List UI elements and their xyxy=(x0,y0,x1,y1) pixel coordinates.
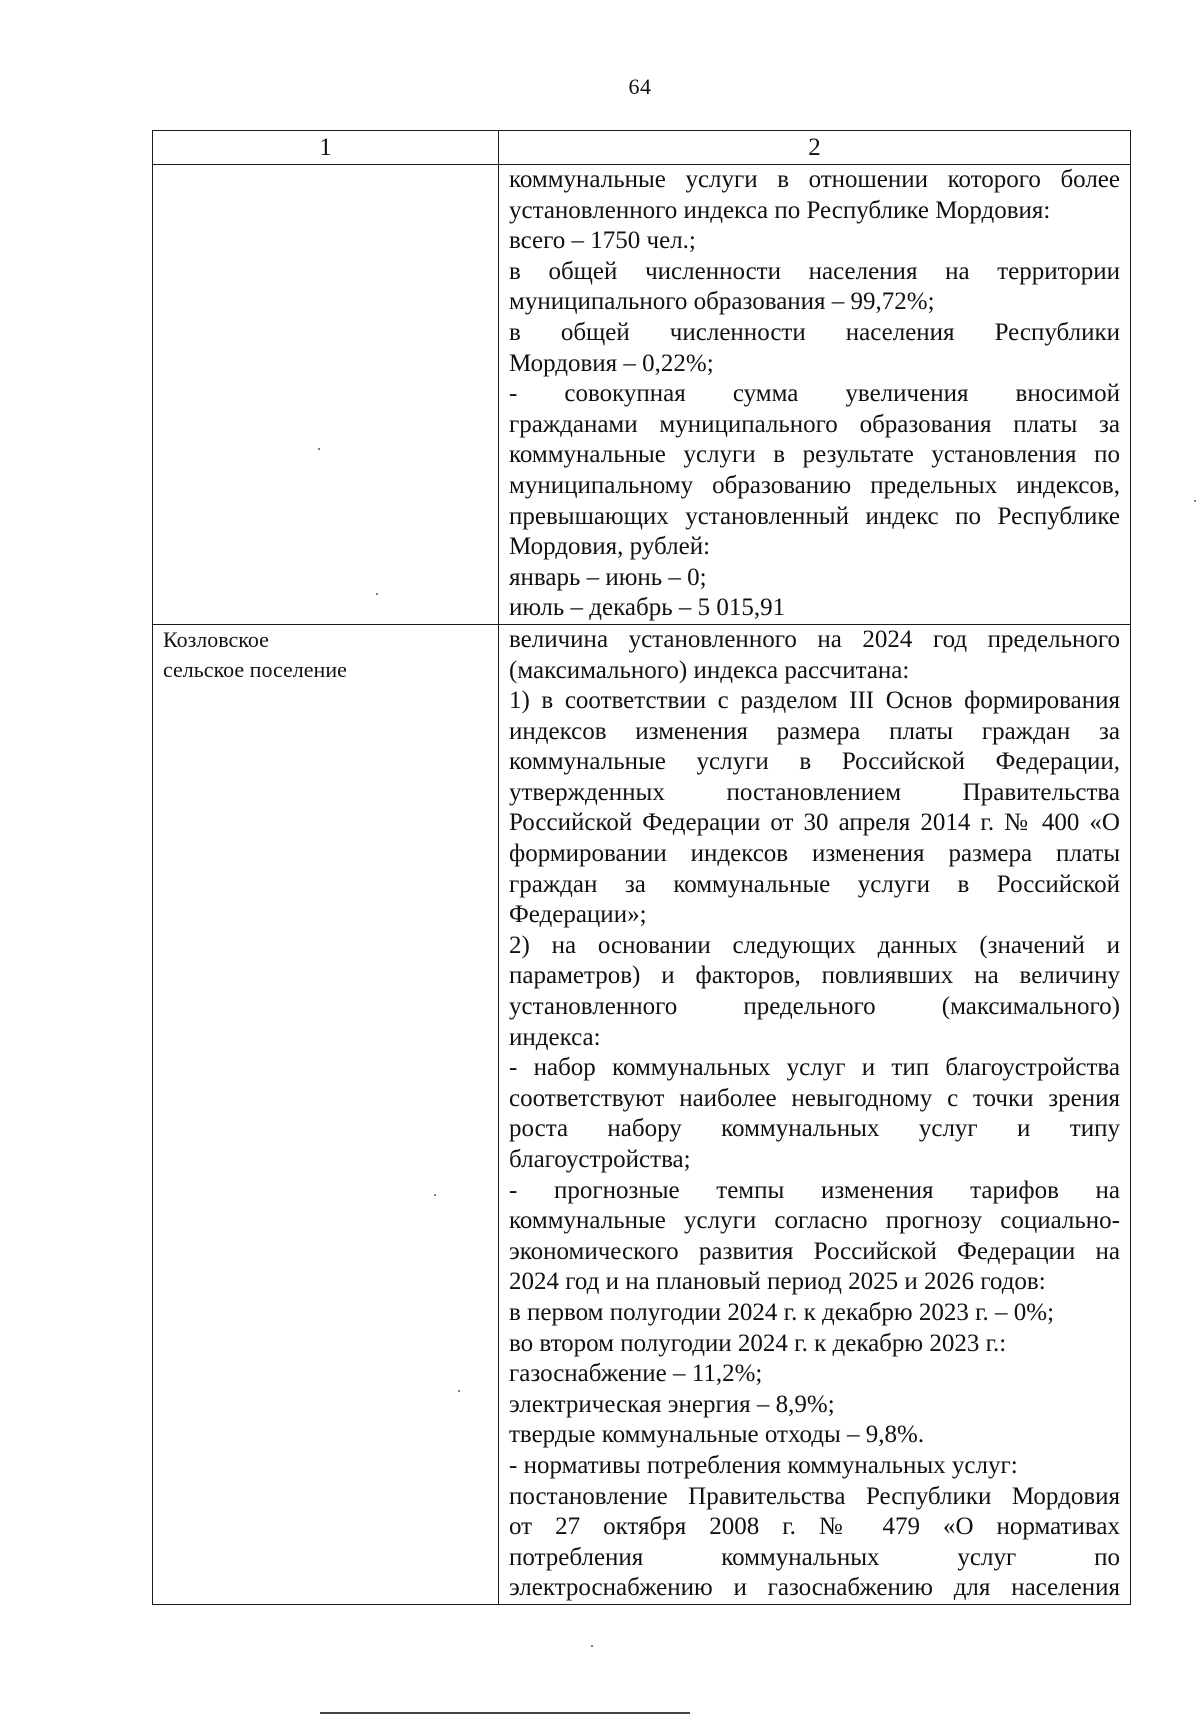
text-line: в общей численности населения Республики xyxy=(509,318,1120,346)
text-line: превышающих установленный индекс по Республике xyxy=(509,502,1120,530)
scan-speck xyxy=(458,1390,460,1392)
text-line: экономического развития Российской Федерации на xyxy=(509,1237,1120,1265)
text-line: электрическая энергия – 8,9%; xyxy=(509,1390,835,1418)
text-line: в общей численности населения на территории xyxy=(509,257,1120,285)
text-line: муниципальному образованию предельных индексов, xyxy=(509,471,1120,499)
text-line: - нормативы потребления коммунальных услуг: xyxy=(509,1451,1018,1479)
text-line: во втором полугодии 2024 г. к декабрю 2023 г.: xyxy=(509,1329,1007,1357)
text-line: коммунальные услуги в Российской Федерации, xyxy=(509,748,1120,776)
text-line: от 27 октября 2008 г. № 479 «О нормативах xyxy=(509,1513,1120,1541)
table-header-row xyxy=(153,131,1131,165)
document-table xyxy=(152,130,1131,1605)
text-line: июль – декабрь – 5 015,91 xyxy=(509,594,786,622)
text-line: 2) на основании следующих данных (значений и xyxy=(509,931,1120,959)
region-name-line: Козловское xyxy=(163,626,269,652)
text-line: - прогнозные темпы изменения тарифов на xyxy=(509,1176,1120,1204)
text-line: коммунальные услуги согласно прогнозу социально- xyxy=(509,1207,1120,1235)
text-line: газоснабжение – 11,2%; xyxy=(509,1360,763,1388)
scan-speck xyxy=(1194,500,1196,502)
table-row xyxy=(153,624,1131,1604)
text-line: параметров) и факторов, повлиявших на величину xyxy=(509,962,1120,990)
text-line: - набор коммунальных услуг и тип благоустройства xyxy=(509,1054,1120,1082)
text-line: утвержденных постановлением Правительства xyxy=(509,778,1120,806)
region-cell xyxy=(153,165,499,625)
description-cell xyxy=(499,165,1131,625)
text-line: установленного предельного (максимального) xyxy=(509,993,1120,1021)
scan-artifact-line xyxy=(320,1712,690,1714)
text-line: Федерации»; xyxy=(509,901,647,929)
text-line: - совокупная сумма увеличения вносимой xyxy=(509,380,1120,408)
text-line: соответствуют наиболее невыгодному с точки зрения xyxy=(509,1084,1120,1112)
text-line: 2024 год и на плановый период 2025 и 2026 годов: xyxy=(509,1268,1046,1296)
text-line: январь – июнь – 0; xyxy=(509,563,707,591)
description-cell xyxy=(499,624,1131,1604)
text-line: роста набору коммунальных услуг и типу xyxy=(509,1115,1120,1143)
text-line: установленного индекса по Республике Мордовия: xyxy=(509,196,1051,224)
text-line: величина установленного на 2024 год предельного xyxy=(509,625,1120,653)
text-line: благоустройства; xyxy=(509,1146,691,1173)
region-name-line: сельское поселение xyxy=(163,656,347,682)
scan-speck xyxy=(434,1194,436,1196)
scan-speck xyxy=(591,1645,593,1647)
text-line: всего – 1750 чел.; xyxy=(509,227,696,255)
text-line: коммунальные услуги в отношении которого более xyxy=(509,166,1120,193)
table-row xyxy=(153,165,1131,625)
text-line: муниципального образования – 99,72%; xyxy=(509,288,935,316)
text-line: в первом полугодии 2024 г. к декабрю 2023 г. – 0%; xyxy=(509,1298,1055,1326)
text-line: Мордовия – 0,22%; xyxy=(509,349,714,377)
text-line: 1) в соответствии с разделом III Основ формирования xyxy=(509,687,1120,715)
scan-speck xyxy=(376,593,378,595)
text-line: гражданами муниципального образования платы за xyxy=(509,410,1120,438)
text-line: индексов изменения размера платы граждан за xyxy=(509,717,1120,745)
scan-speck xyxy=(318,448,320,450)
region-cell xyxy=(153,624,499,1604)
page-number: 64 xyxy=(628,74,652,99)
text-line: постановление Правительства Республики Мордовия xyxy=(509,1482,1120,1510)
text-line: формировании индексов изменения размера платы xyxy=(509,840,1120,868)
column-header-1: 1 xyxy=(153,131,499,165)
text-line: электроснабжению и газоснабжению для населения xyxy=(509,1574,1120,1602)
text-line: коммунальные услуги в результате установления по xyxy=(509,441,1120,469)
text-line: Мордовия, рублей: xyxy=(509,533,711,561)
column-header-2: 2 xyxy=(499,131,1131,165)
text-line: Российской Федерации от 30 апреля 2014 г. № 400 «О xyxy=(509,809,1120,837)
text-line: (максимального) индекса рассчитана: xyxy=(509,656,910,684)
text-line: граждан за коммунальные услуги в Российской xyxy=(509,870,1120,898)
text-line: твердые коммунальные отходы – 9,8%. xyxy=(509,1421,925,1449)
text-line: потребления коммунальных услуг по xyxy=(509,1543,1120,1571)
text-line: индекса: xyxy=(509,1023,601,1051)
